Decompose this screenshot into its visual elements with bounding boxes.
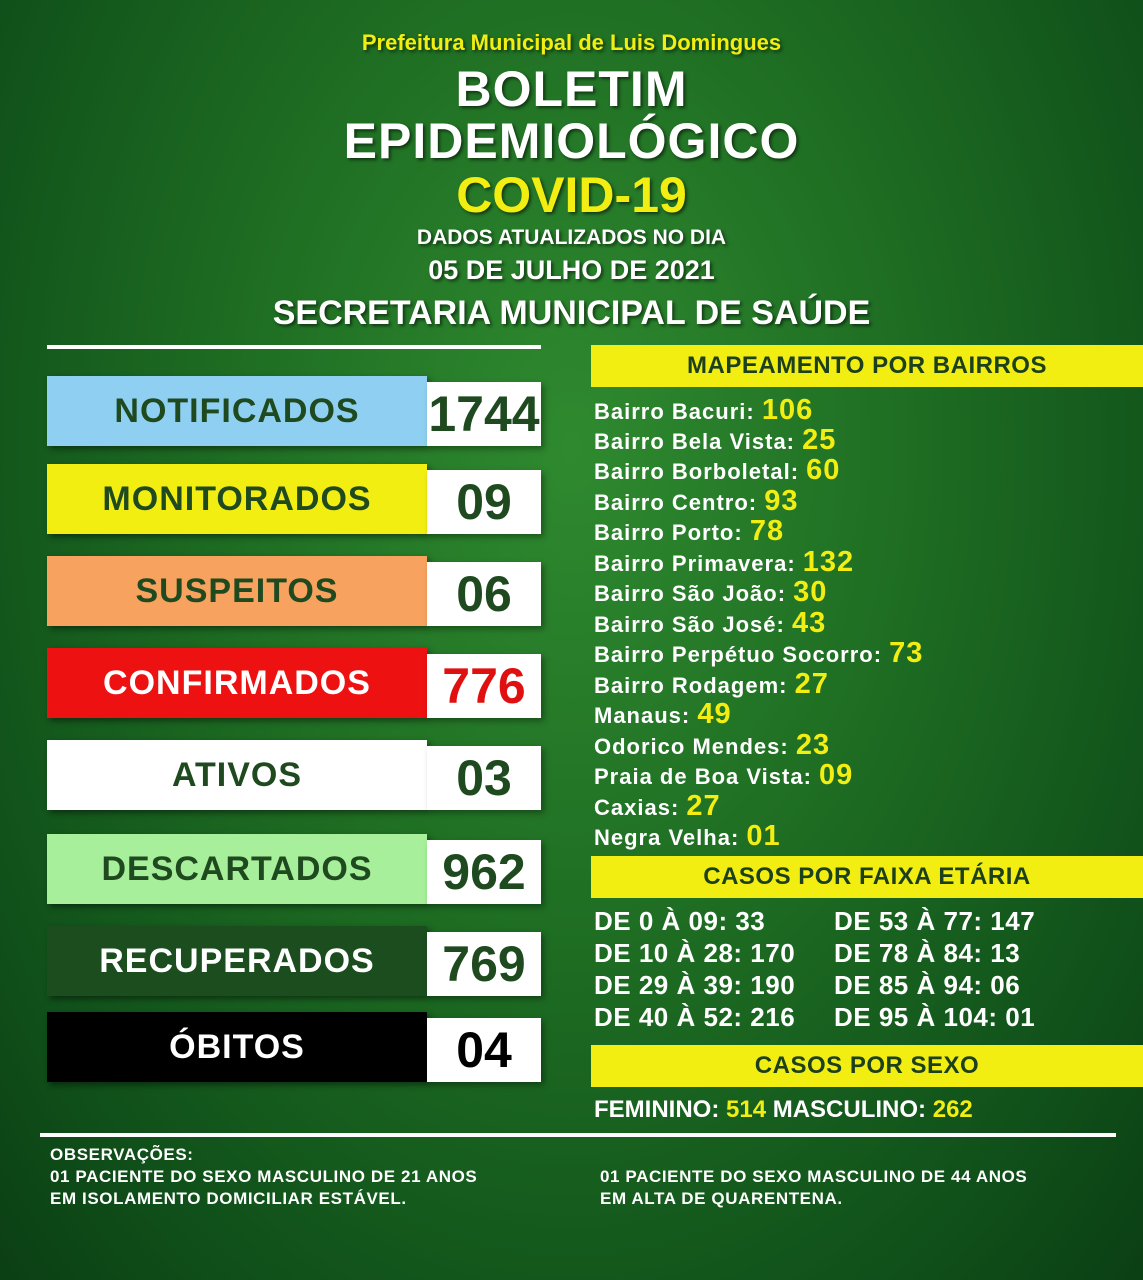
stat-label: MONITORADOS xyxy=(47,464,427,534)
bairro-name: Praia de Boa Vista: xyxy=(594,764,812,789)
stat-value: 04 xyxy=(427,1018,541,1082)
bairro-value: 43 xyxy=(791,607,827,639)
stat-label: CONFIRMADOS xyxy=(47,648,427,718)
bairro-name: Bairro São João: xyxy=(594,581,787,606)
bairro-item xyxy=(594,729,830,762)
stat-label: SUSPEITOS xyxy=(47,556,427,626)
stat-descartados xyxy=(47,834,541,904)
masc-label: MASCULINO: xyxy=(772,1096,927,1123)
bairro-value: 23 xyxy=(795,729,831,761)
observacao-left-line2: EM ISOLAMENTO DOMICILIAR ESTÁVEL. xyxy=(50,1189,407,1208)
observacao-right-line1: 01 PACIENTE DO SEXO MASCULINO DE 44 ANOS xyxy=(600,1167,1028,1186)
bairro-name: Manaus: xyxy=(594,703,691,728)
bairro-name: Bairro Bacuri: xyxy=(594,399,755,424)
bairro-name: Bairro Rodagem: xyxy=(594,673,788,698)
observacoes-title: OBSERVAÇÕES: xyxy=(50,1145,194,1164)
prefeitura-title: Prefeitura Municipal de Luis Domingues xyxy=(361,30,782,55)
stat-label: ÓBITOS xyxy=(47,1012,427,1082)
bairro-value: 01 xyxy=(746,820,781,852)
faixa-item: DE 10 À 28: 170 xyxy=(594,938,796,968)
faixa-item: DE 29 À 39: 190 xyxy=(594,970,796,1000)
stat-label: DESCARTADOS xyxy=(47,834,427,904)
bairro-value: 49 xyxy=(697,698,732,730)
bairro-name: Bairro São José: xyxy=(594,612,785,637)
bairro-name: Bairro Primavera: xyxy=(594,551,796,576)
bairro-item xyxy=(594,546,854,579)
bairro-value: 25 xyxy=(802,424,837,456)
faixa-header: CASOS POR FAIXA ETÁRIA xyxy=(591,856,1143,898)
bairro-value: 27 xyxy=(686,790,721,822)
bairro-item xyxy=(594,576,827,609)
bairro-value: 73 xyxy=(889,637,924,669)
bairro-item xyxy=(594,637,923,670)
bairro-name: Bairro Bela Vista: xyxy=(594,429,796,454)
bairro-item xyxy=(594,394,813,427)
faixa-item: DE 53 À 77: 147 xyxy=(834,906,1036,936)
faixa-item: DE 40 À 52: 216 xyxy=(594,1002,796,1032)
stat-label: NOTIFICADOS xyxy=(47,376,427,446)
stat-monitorados xyxy=(47,464,541,534)
bairro-item xyxy=(594,515,784,548)
bulletin-title-line1: BOLETIM xyxy=(455,61,688,117)
bairro-value: 27 xyxy=(794,668,829,700)
bairro-item xyxy=(594,454,840,487)
bairro-value: 30 xyxy=(793,576,828,608)
stat-value: 962 xyxy=(427,840,541,904)
bairro-value: 09 xyxy=(819,759,854,791)
bairros-header: MAPEAMENTO POR BAIRROS xyxy=(591,345,1143,387)
fem-label: FEMININO: xyxy=(594,1096,720,1123)
faixa-item: DE 0 À 09: 33 xyxy=(594,906,766,936)
observacao-right-line2: EM ALTA DE QUARENTENA. xyxy=(600,1189,843,1208)
bairro-value: 132 xyxy=(802,546,855,578)
bairro-name: Odorico Mendes: xyxy=(594,734,789,759)
bairro-item xyxy=(594,759,853,792)
faixa-item: DE 78 À 84: 13 xyxy=(834,938,1021,968)
stat-suspeitos xyxy=(47,556,541,626)
stat-value: 06 xyxy=(427,562,541,626)
stat-label: ATIVOS xyxy=(47,740,427,810)
bairro-name: Negra Velha: xyxy=(594,825,740,850)
bairro-item xyxy=(594,485,799,518)
faixa-item: DE 95 À 104: 01 xyxy=(834,1002,1036,1032)
bairro-item xyxy=(594,607,826,640)
sexo-header: CASOS POR SEXO xyxy=(591,1045,1143,1087)
stat-value: 09 xyxy=(427,470,541,534)
bairro-item xyxy=(594,790,721,823)
stat-recuperados xyxy=(47,926,541,996)
bottom-divider xyxy=(40,1133,1116,1137)
observacao-left-line1: 01 PACIENTE DO SEXO MASCULINO DE 21 ANOS xyxy=(50,1167,478,1186)
stat-value: 776 xyxy=(427,654,541,718)
stat-confirmados xyxy=(47,648,541,718)
stat-notificados xyxy=(47,376,541,446)
bairro-name: Bairro Perpétuo Socorro: xyxy=(594,642,883,667)
secretaria-label: SECRETARIA MUNICIPAL DE SAÚDE xyxy=(272,294,871,332)
bairro-item xyxy=(594,698,732,731)
bairro-value: 106 xyxy=(761,394,814,426)
bairro-item xyxy=(594,668,829,701)
bairro-item xyxy=(594,424,836,457)
stat-value: 03 xyxy=(427,746,541,810)
bairro-name: Bairro Porto: xyxy=(594,520,743,545)
bulletin-title-covid: COVID-19 xyxy=(456,167,687,223)
bairro-value: 60 xyxy=(806,454,841,486)
bairro-value: 93 xyxy=(764,485,799,517)
bairro-name: Bairro Borboletal: xyxy=(594,459,800,484)
bairro-name: Caxias: xyxy=(594,795,680,820)
bairro-name: Bairro Centro: xyxy=(594,490,758,515)
left-divider xyxy=(47,345,541,349)
sexo-values xyxy=(594,1096,973,1124)
update-date: 05 DE JULHO DE 2021 xyxy=(428,255,715,285)
stat-value: 1744 xyxy=(427,382,541,446)
bairro-item xyxy=(594,820,781,853)
faixa-item: DE 85 À 94: 06 xyxy=(834,970,1021,1000)
fem-value: 514 xyxy=(726,1096,767,1123)
stat-ativos xyxy=(47,740,541,810)
bulletin-title-line2: EPIDEMIOLÓGICO xyxy=(343,113,800,169)
bairro-value: 78 xyxy=(749,515,785,547)
stat-obitos xyxy=(47,1012,541,1082)
updated-label: DADOS ATUALIZADOS NO DIA xyxy=(416,226,727,249)
stat-value: 769 xyxy=(427,932,541,996)
masc-value: 262 xyxy=(932,1096,973,1123)
stat-label: RECUPERADOS xyxy=(47,926,427,996)
